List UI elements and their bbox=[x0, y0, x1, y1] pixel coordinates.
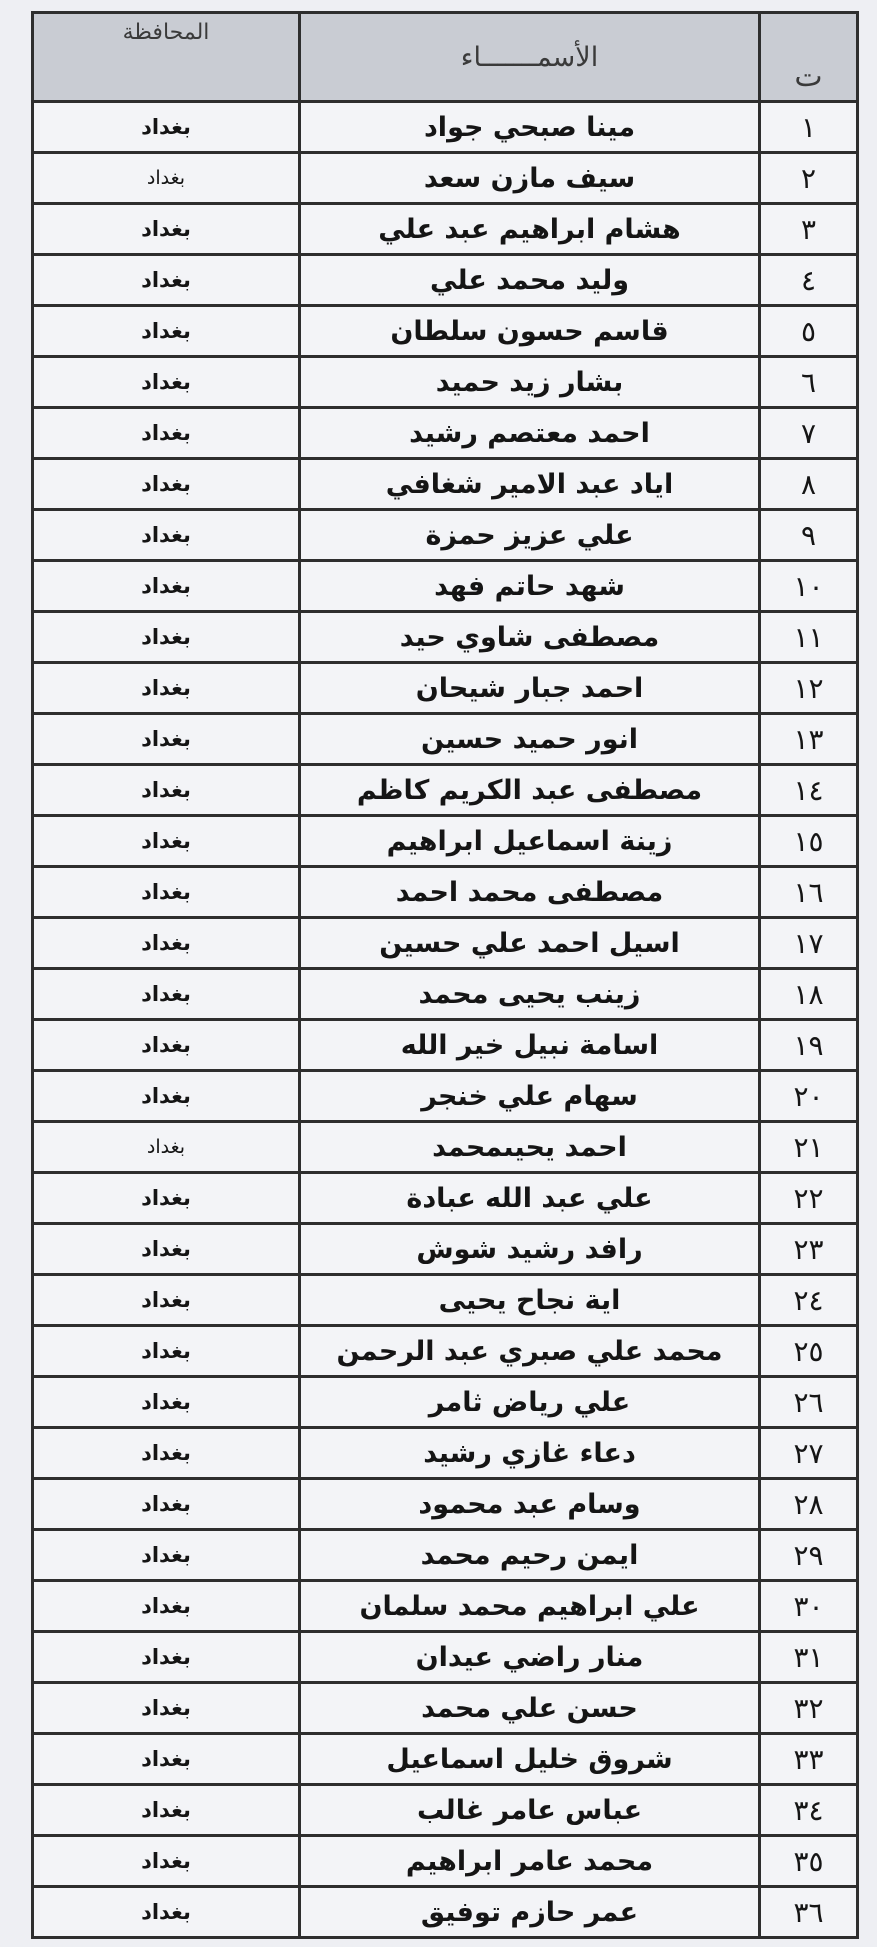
row-name: مصطفى محمد احمد bbox=[300, 867, 760, 918]
row-governorate: بغداد bbox=[33, 1683, 300, 1734]
row-name: محمد علي صبري عبد الرحمن bbox=[300, 1326, 760, 1377]
row-number: ٧ bbox=[760, 408, 858, 459]
row-name: عباس عامر غالب bbox=[300, 1785, 760, 1836]
table-row bbox=[33, 1734, 858, 1785]
row-governorate: بغداد bbox=[33, 867, 300, 918]
row-governorate: بغداد bbox=[33, 1071, 300, 1122]
table-row bbox=[33, 408, 858, 459]
row-number: ١٤ bbox=[760, 765, 858, 816]
row-number: ٢٥ bbox=[760, 1326, 858, 1377]
row-name: احمد جبار شيحان bbox=[300, 663, 760, 714]
row-number: ٢٠ bbox=[760, 1071, 858, 1122]
row-number: ٩ bbox=[760, 510, 858, 561]
row-governorate: بغداد bbox=[33, 204, 300, 255]
row-governorate: بغداد bbox=[33, 408, 300, 459]
table-row bbox=[33, 918, 858, 969]
row-name: عمر حازم توفيق bbox=[300, 1887, 760, 1938]
table-row bbox=[33, 816, 858, 867]
row-number: ٣٤ bbox=[760, 1785, 858, 1836]
row-number: ٢٨ bbox=[760, 1479, 858, 1530]
row-name: بشار زيد حميد bbox=[300, 357, 760, 408]
row-governorate: بغداد bbox=[33, 969, 300, 1020]
names-table-wrapper bbox=[31, 11, 856, 1939]
row-number: ١٣ bbox=[760, 714, 858, 765]
table-row bbox=[33, 969, 858, 1020]
table-row bbox=[33, 1224, 858, 1275]
row-name: علي عبد الله عبادة bbox=[300, 1173, 760, 1224]
row-governorate: بغداد bbox=[33, 1530, 300, 1581]
table-row bbox=[33, 612, 858, 663]
table-row bbox=[33, 459, 858, 510]
row-governorate: بغداد bbox=[33, 816, 300, 867]
table-row bbox=[33, 714, 858, 765]
row-number: ٥ bbox=[760, 306, 858, 357]
row-number: ٢٢ bbox=[760, 1173, 858, 1224]
row-number: ١ bbox=[760, 102, 858, 153]
table-row bbox=[33, 1887, 858, 1938]
table-row bbox=[33, 1020, 858, 1071]
row-governorate: بغداد bbox=[33, 1887, 300, 1938]
row-name: احمد معتصم رشيد bbox=[300, 408, 760, 459]
table-row bbox=[33, 510, 858, 561]
row-governorate: بغداد bbox=[33, 1836, 300, 1887]
table-row bbox=[33, 306, 858, 357]
row-name: وسام عبد محمود bbox=[300, 1479, 760, 1530]
row-name: محمد عامر ابراهيم bbox=[300, 1836, 760, 1887]
row-number: ٣٣ bbox=[760, 1734, 858, 1785]
table-row bbox=[33, 867, 858, 918]
table-header bbox=[33, 13, 858, 102]
table-row bbox=[33, 1326, 858, 1377]
table-row bbox=[33, 1479, 858, 1530]
row-number: ٢٧ bbox=[760, 1428, 858, 1479]
table-body bbox=[33, 102, 858, 1938]
table-row bbox=[33, 1428, 858, 1479]
row-governorate: بغداد bbox=[33, 1581, 300, 1632]
names-table bbox=[31, 11, 859, 1939]
row-governorate: بغداد bbox=[33, 255, 300, 306]
table-row bbox=[33, 204, 858, 255]
row-number: ٣٢ bbox=[760, 1683, 858, 1734]
header-governorate: المحافظة bbox=[33, 13, 300, 102]
table-row bbox=[33, 663, 858, 714]
table-row bbox=[33, 102, 858, 153]
row-governorate: بغداد bbox=[33, 714, 300, 765]
row-number: ٨ bbox=[760, 459, 858, 510]
table-row bbox=[33, 561, 858, 612]
row-name: مصطفى عبد الكريم كاظم bbox=[300, 765, 760, 816]
row-name: رافد رشيد شوش bbox=[300, 1224, 760, 1275]
row-governorate: بغداد bbox=[33, 1020, 300, 1071]
table-row bbox=[33, 255, 858, 306]
table-row bbox=[33, 765, 858, 816]
table-row bbox=[33, 1632, 858, 1683]
row-name: قاسم حسون سلطان bbox=[300, 306, 760, 357]
row-name: انور حميد حسين bbox=[300, 714, 760, 765]
row-name: دعاء غازي رشيد bbox=[300, 1428, 760, 1479]
row-name: اسيل احمد علي حسين bbox=[300, 918, 760, 969]
table-row bbox=[33, 1173, 858, 1224]
row-number: ٢٦ bbox=[760, 1377, 858, 1428]
row-number: ١٩ bbox=[760, 1020, 858, 1071]
row-number: ١١ bbox=[760, 612, 858, 663]
row-governorate: بغداد bbox=[33, 1479, 300, 1530]
row-number: ١٨ bbox=[760, 969, 858, 1020]
row-number: ٢ bbox=[760, 153, 858, 204]
row-name: زينب يحيى محمد bbox=[300, 969, 760, 1020]
row-name: علي عزيز حمزة bbox=[300, 510, 760, 561]
table-row bbox=[33, 357, 858, 408]
table-row bbox=[33, 1836, 858, 1887]
row-number: ٣٦ bbox=[760, 1887, 858, 1938]
row-number: ١٢ bbox=[760, 663, 858, 714]
row-name: اية نجاح يحيى bbox=[300, 1275, 760, 1326]
row-number: ٦ bbox=[760, 357, 858, 408]
row-name: شروق خليل اسماعيل bbox=[300, 1734, 760, 1785]
row-number: ٢٣ bbox=[760, 1224, 858, 1275]
row-governorate: بغداد bbox=[33, 561, 300, 612]
row-name: ايمن رحيم محمد bbox=[300, 1530, 760, 1581]
row-number: ٣ bbox=[760, 204, 858, 255]
row-number: ٣٥ bbox=[760, 1836, 858, 1887]
table-row bbox=[33, 1071, 858, 1122]
row-name: مينا صبحي جواد bbox=[300, 102, 760, 153]
row-number: ١٧ bbox=[760, 918, 858, 969]
table-row bbox=[33, 153, 858, 204]
row-name: شهد حاتم فهد bbox=[300, 561, 760, 612]
row-number: ٣١ bbox=[760, 1632, 858, 1683]
row-governorate: بغداد bbox=[33, 612, 300, 663]
row-governorate: بغداد bbox=[33, 765, 300, 816]
row-governorate: بغداد bbox=[33, 918, 300, 969]
row-number: ٢١ bbox=[760, 1122, 858, 1173]
row-governorate: بغداد bbox=[33, 1428, 300, 1479]
row-number: ٢٩ bbox=[760, 1530, 858, 1581]
row-name: منار راضي عيدان bbox=[300, 1632, 760, 1683]
row-name: مصطفى شاوي حيد bbox=[300, 612, 760, 663]
row-name: اسامة نبيل خير الله bbox=[300, 1020, 760, 1071]
row-name: علي رياض ثامر bbox=[300, 1377, 760, 1428]
header-number: ت bbox=[760, 13, 858, 102]
row-governorate: بغداد bbox=[33, 1734, 300, 1785]
row-name: وليد محمد علي bbox=[300, 255, 760, 306]
row-governorate: بغداد bbox=[33, 357, 300, 408]
table-row bbox=[33, 1275, 858, 1326]
row-number: ١٠ bbox=[760, 561, 858, 612]
row-governorate: بغداد bbox=[33, 663, 300, 714]
row-governorate: بغداد bbox=[33, 1224, 300, 1275]
row-number: ٢٤ bbox=[760, 1275, 858, 1326]
row-name: سيف مازن سعد bbox=[300, 153, 760, 204]
row-governorate: بغداد bbox=[33, 1785, 300, 1836]
row-governorate: بغداد bbox=[33, 1122, 300, 1173]
row-number: ٤ bbox=[760, 255, 858, 306]
row-governorate: بغداد bbox=[33, 1632, 300, 1683]
row-name: احمد يحيىمحمد bbox=[300, 1122, 760, 1173]
table-row bbox=[33, 1530, 858, 1581]
row-governorate: بغداد bbox=[33, 306, 300, 357]
row-governorate: بغداد bbox=[33, 1377, 300, 1428]
row-governorate: بغداد bbox=[33, 153, 300, 204]
row-number: ٣٠ bbox=[760, 1581, 858, 1632]
header-row bbox=[33, 13, 858, 102]
table-row bbox=[33, 1683, 858, 1734]
row-governorate: بغداد bbox=[33, 102, 300, 153]
row-name: زينة اسماعيل ابراهيم bbox=[300, 816, 760, 867]
row-governorate: بغداد bbox=[33, 1275, 300, 1326]
row-name: علي ابراهيم محمد سلمان bbox=[300, 1581, 760, 1632]
header-names: الأسمـــــــاء bbox=[300, 13, 760, 102]
table-row bbox=[33, 1581, 858, 1632]
table-row bbox=[33, 1122, 858, 1173]
row-governorate: بغداد bbox=[33, 1173, 300, 1224]
row-governorate: بغداد bbox=[33, 1326, 300, 1377]
table-row bbox=[33, 1785, 858, 1836]
row-governorate: بغداد bbox=[33, 459, 300, 510]
row-name: حسن علي محمد bbox=[300, 1683, 760, 1734]
row-number: ١٦ bbox=[760, 867, 858, 918]
row-name: اياد عبد الامير شغافي bbox=[300, 459, 760, 510]
row-number: ١٥ bbox=[760, 816, 858, 867]
table-row bbox=[33, 1377, 858, 1428]
row-name: هشام ابراهيم عبد علي bbox=[300, 204, 760, 255]
row-name: سهام علي خنجر bbox=[300, 1071, 760, 1122]
row-governorate: بغداد bbox=[33, 510, 300, 561]
